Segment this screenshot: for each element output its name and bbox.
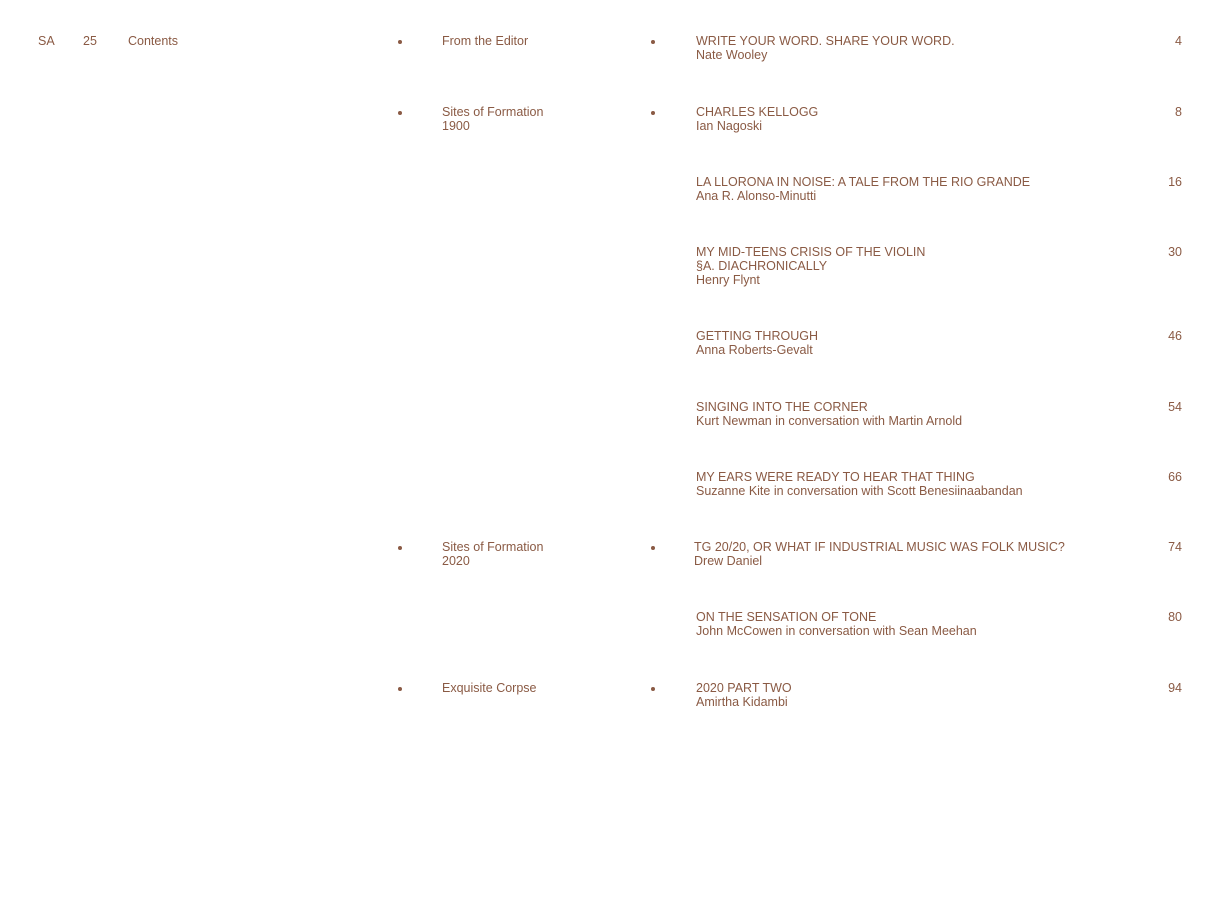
section-name: Exquisite Corpse (442, 681, 537, 695)
article-title[interactable]: 2020 PART TWO (696, 681, 792, 695)
article-author: Nate Wooley (696, 48, 768, 62)
article-title[interactable]: GETTING THROUGH (696, 329, 818, 343)
article-info (696, 610, 1136, 638)
article-info (696, 329, 1136, 357)
article-title[interactable]: CHARLES KELLOGG (696, 105, 819, 119)
section-label (442, 681, 642, 695)
section-name: From the Editor (442, 34, 529, 48)
article-title[interactable]: MY MID-TEENS CRISIS OF THE VIOLIN (696, 245, 926, 259)
article-info (696, 470, 1136, 498)
page-number: 8 (1175, 105, 1182, 119)
article-title[interactable]: LA LLORONA IN NOISE: A TALE FROM THE RIO GRANDE (696, 175, 1031, 189)
page-number: 30 (1168, 245, 1182, 259)
article-author: Kurt Newman in conversation with Martin Arnold (696, 414, 963, 428)
section-bullet-icon (398, 687, 402, 691)
section-name: Sites of Formation (442, 540, 544, 554)
page-number: 94 (1168, 681, 1182, 695)
article-bullet-icon (651, 546, 655, 550)
article-info (696, 105, 1136, 133)
magazine-name: SA (38, 34, 55, 48)
article-info (696, 681, 1136, 709)
section-year: 2020 (442, 554, 470, 568)
page-number: 74 (1168, 540, 1182, 554)
issue-number: 25 (83, 34, 97, 48)
article-info (696, 34, 1136, 62)
section-bullet-icon (398, 546, 402, 550)
article-author: John McCowen in conversation with Sean Meehan (696, 624, 977, 638)
article-info (696, 400, 1136, 428)
article-author: Ana R. Alonso-Minutti (696, 189, 817, 203)
article-subtitle: §A. DIACHRONICALLY (696, 259, 828, 273)
article-title[interactable]: TG 20/20, OR WHAT IF INDUSTRIAL MUSIC WAS FOLK MUSIC? (694, 540, 1065, 554)
section-label (442, 540, 642, 568)
section-bullet-icon (398, 111, 402, 115)
section-year: 1900 (442, 119, 470, 133)
article-title[interactable]: WRITE YOUR WORD. SHARE YOUR WORD. (696, 34, 955, 48)
page-number: 46 (1168, 329, 1182, 343)
article-info (696, 175, 1136, 203)
page-number: 4 (1175, 34, 1182, 48)
section-label (442, 105, 642, 133)
page-number: 54 (1168, 400, 1182, 414)
page-title: Contents (128, 34, 179, 48)
article-author: Henry Flynt (696, 273, 760, 287)
article-title[interactable]: MY EARS WERE READY TO HEAR THAT THING (696, 470, 975, 484)
page-number: 80 (1168, 610, 1182, 624)
article-title[interactable]: ON THE SENSATION OF TONE (696, 610, 877, 624)
article-bullet-icon (651, 687, 655, 691)
article-info (694, 540, 1134, 568)
page-number: 66 (1168, 470, 1182, 484)
article-info (696, 245, 1136, 287)
page-number: 16 (1168, 175, 1182, 189)
article-author: Suzanne Kite in conversation with Scott Benesiinaabandan (696, 484, 1023, 498)
article-author: Amirtha Kidambi (696, 695, 788, 709)
article-author: Drew Daniel (694, 554, 763, 568)
article-title[interactable]: SINGING INTO THE CORNER (696, 400, 868, 414)
section-bullet-icon (398, 40, 402, 44)
article-bullet-icon (651, 40, 655, 44)
article-bullet-icon (651, 111, 655, 115)
article-author: Anna Roberts-Gevalt (696, 343, 813, 357)
section-name: Sites of Formation (442, 105, 544, 119)
article-author: Ian Nagoski (696, 119, 763, 133)
section-label (442, 34, 642, 48)
